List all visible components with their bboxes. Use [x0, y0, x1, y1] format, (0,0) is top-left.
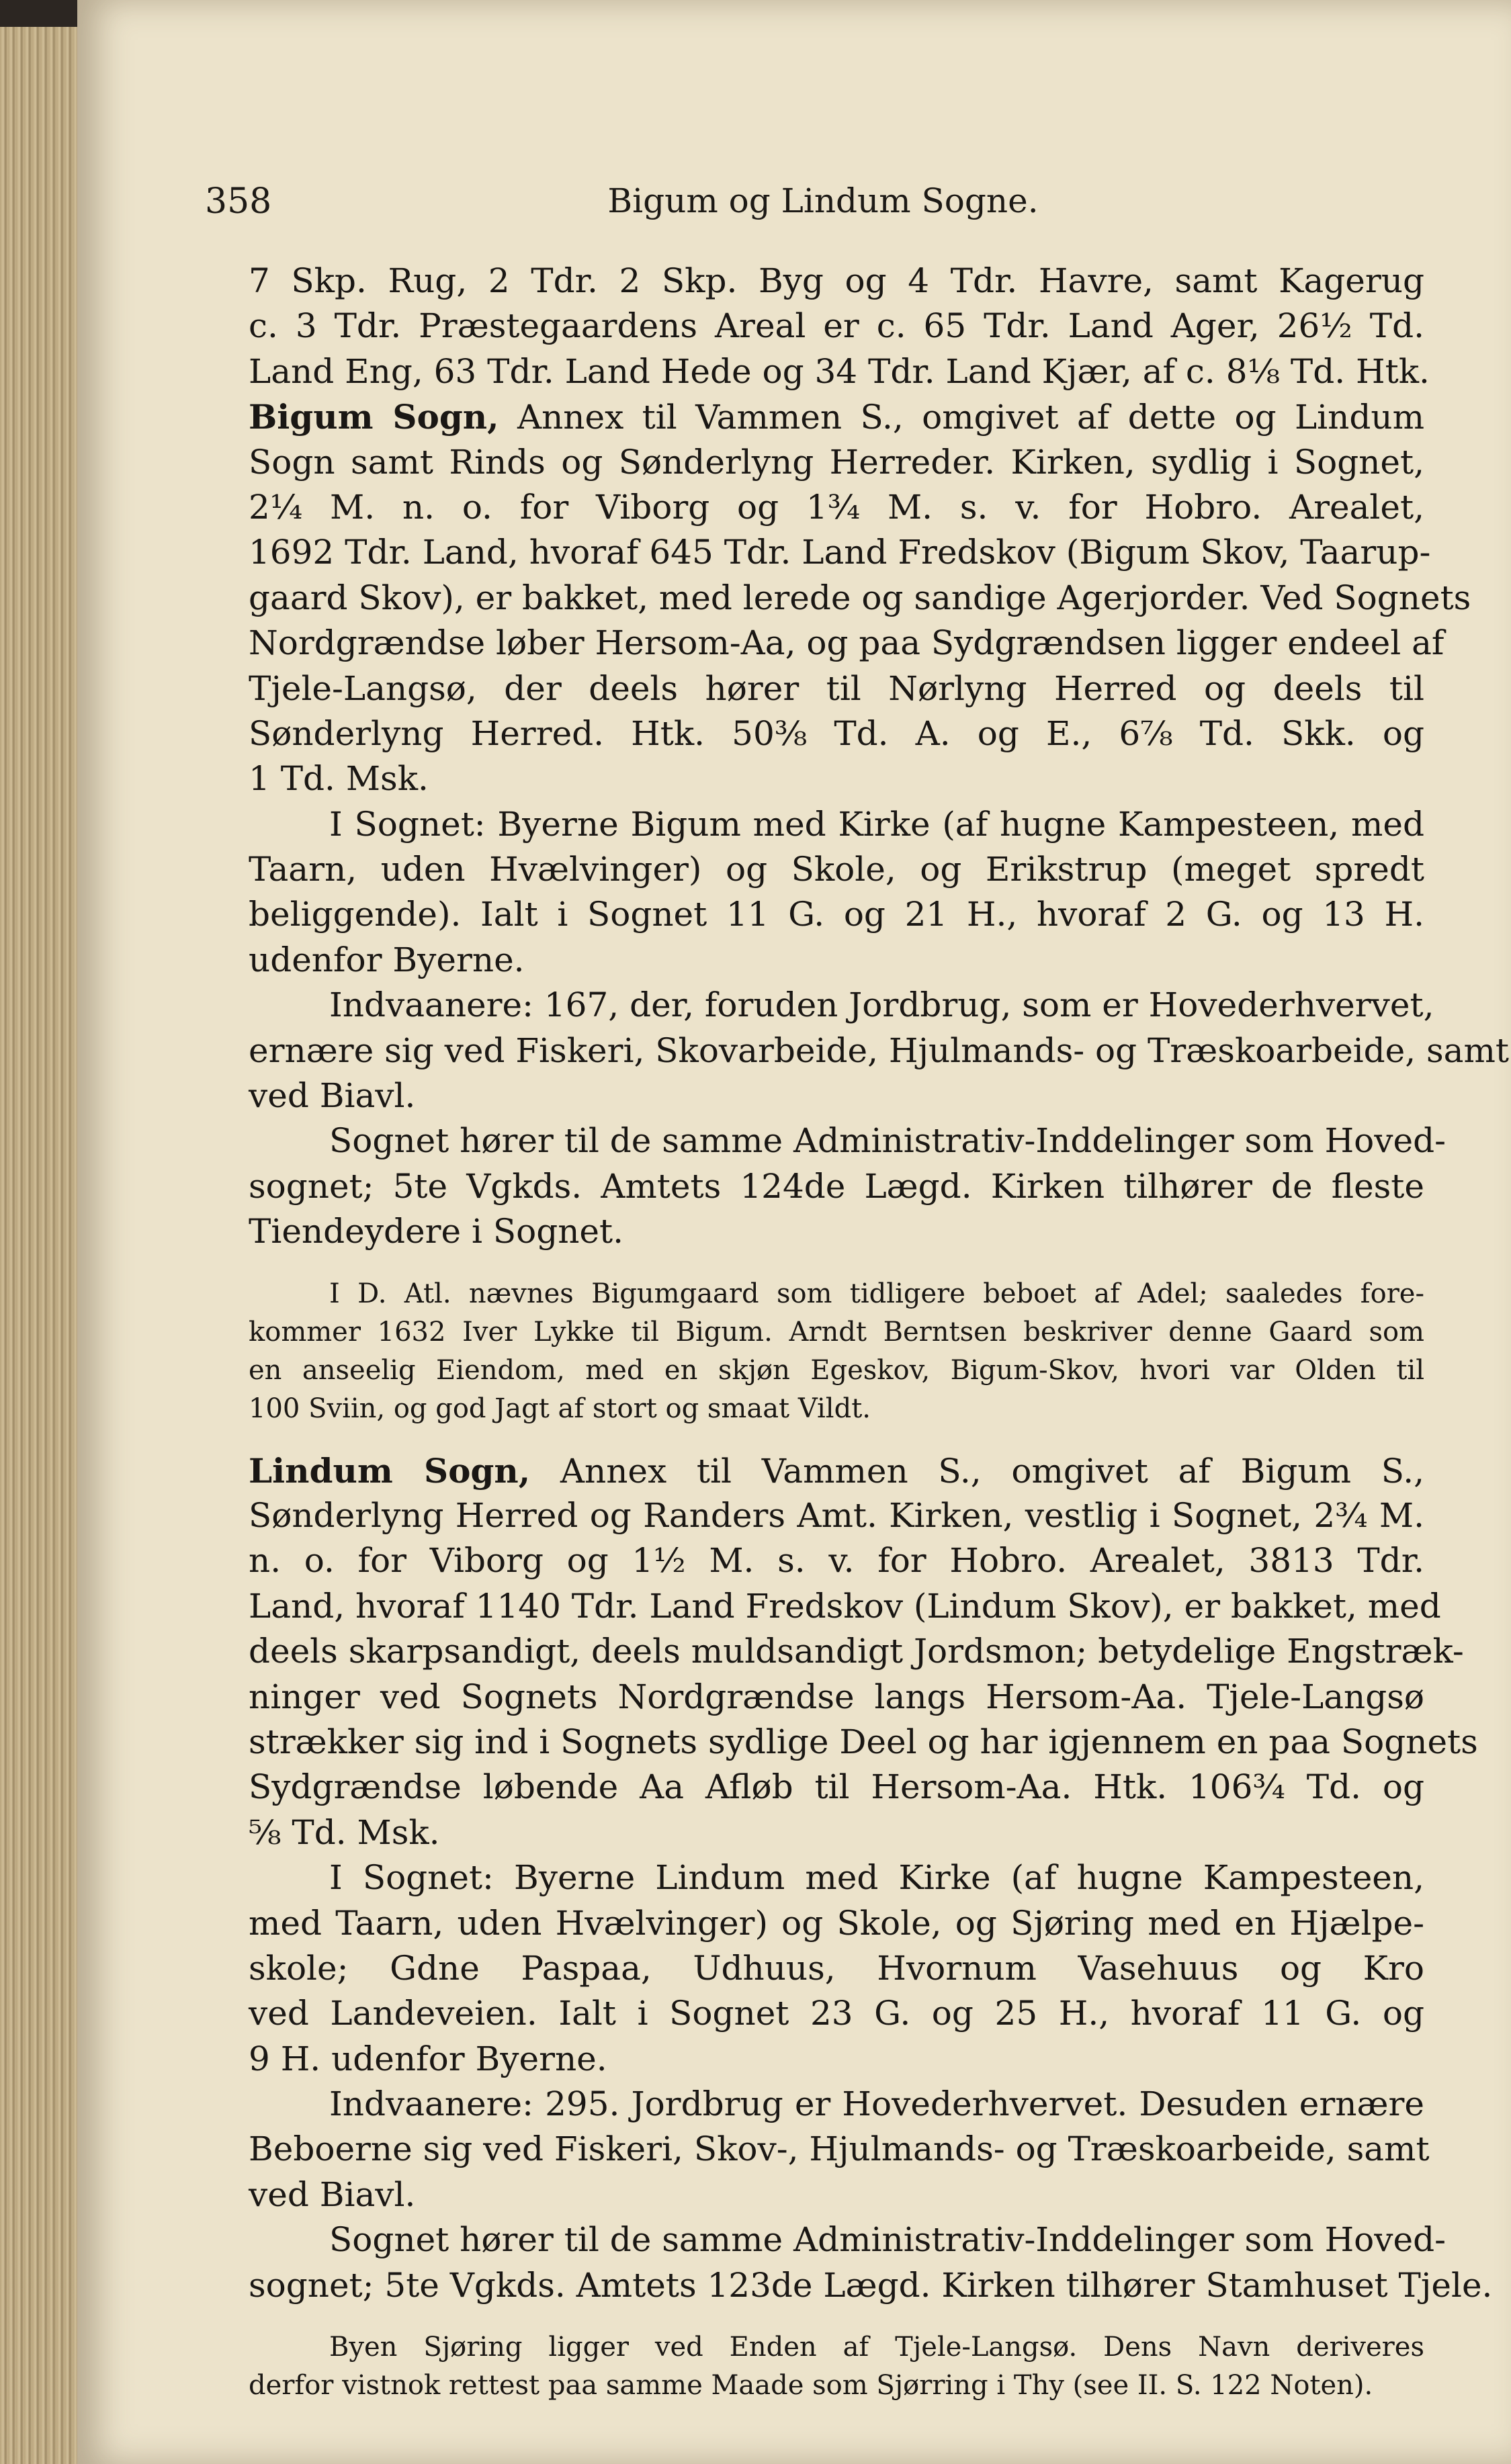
text-line: Sønderlyng Herred og Randers Amt. Kirken, vestlig i Sognet, 2¾ M. [249, 1495, 1424, 1535]
text-line: Tiendeydere i Sognet. [249, 1212, 623, 1251]
text-line: skole; Gdne Paspaa, Udhuus, Hvornum Vasehuus og Kro [249, 1948, 1424, 1988]
paragraph [249, 802, 1424, 983]
text-line: beliggende). Ialt i Sognet 11 G. og 21 H., hvoraf 2 G. og 13 H. [249, 895, 1424, 934]
text-line [249, 1448, 1424, 1493]
text-line: I Sognet: Byerne Bigum med Kirke (af hugne Kampesteen, med [329, 804, 1424, 844]
text-line: ninger ved Sognets Nordgrændse langs Hersom-Aa. Tjele-Langsø [249, 1677, 1424, 1716]
paragraph [249, 394, 1471, 802]
paragraph [249, 2217, 1493, 2308]
paragraph [249, 1118, 1447, 1254]
text-line: Tjele-Langsø, der deels hører til Nørlyng Herred og deels til [249, 668, 1424, 708]
line-text: Annex til Vammen S., omgivet af Bigum S., [530, 1451, 1424, 1491]
page-number: 358 [205, 181, 272, 222]
text-line: Indvaanere: 295. Jordbrug er Hovederhvervet. Desuden ernære [329, 2084, 1424, 2124]
text-line: kommer 1632 Iver Lykke til Bigum. Arndt Berntsen beskriver denne Gaard som [249, 1316, 1424, 1348]
body-text [249, 259, 1510, 2405]
text-line: Sydgrændse løbende Aa Afløb til Hersom-Aa. Htk. 106¾ Td. og [249, 1767, 1424, 1807]
text-line: Taarn, uden Hvælvinger) og Skole, og Erikstrup (meget spredt [249, 850, 1424, 889]
text-line: Land, hvoraf 1140 Tdr. Land Fredskov (Lindum Skov), er bakket, med [249, 1586, 1441, 1626]
text-line: strækker sig ind i Sognets sydlige Deel og har igjennem en paa Sognets [249, 1722, 1478, 1761]
text-line: I Sognet: Byerne Lindum med Kirke (af hugne Kampesteen, [329, 1858, 1424, 1898]
paragraph [249, 259, 1430, 394]
text-line: ⅝ Td. Msk. [249, 1812, 440, 1852]
running-title: Bigum og Lindum Sogne. [607, 181, 1039, 220]
spacer [249, 1428, 1424, 1448]
text-line: udenfor Byerne. [249, 940, 525, 979]
text-line: I D. Atl. nævnes Bigumgaard som tidligere beboet af Adel; saaledes fore- [329, 1278, 1424, 1309]
text-line: Sognet hører til de samme Administrativ-Inddelinger som Hoved- [329, 2220, 1447, 2260]
spacer [249, 2308, 1424, 2328]
text-line: 7 Skp. Rug, 2 Tdr. 2 Skp. Byg og 4 Tdr. Havre, samt Kagerug [249, 261, 1424, 300]
text-line: Byen Sjøring ligger ved Enden af Tjele-Langsø. Dens Navn deriveres [329, 2332, 1424, 2363]
text-line: 1 Td. Msk. [249, 759, 429, 799]
text-line: 2¼ M. n. o. for Viborg og 1¾ M. s. v. for Hobro. Arealet, [249, 487, 1424, 527]
text-line: ved Landeveien. Ialt i Sognet 23 G. og 25 H., hvoraf 11 G. og [249, 1994, 1424, 2033]
text-line: c. 3 Tdr. Præstegaardens Areal er c. 65 Tdr. Land Ager, 26½ Td. [249, 306, 1424, 346]
page-header [205, 181, 1441, 228]
paragraph [249, 1448, 1478, 1856]
text-line: derfor vistnok rettest paa samme Maade som Sjørring i Thy (see II. S. 122 Noten). [249, 2370, 1373, 2402]
text-line: 1692 Tdr. Land, hvoraf 645 Tdr. Land Fredskov (Bigum Skov, Taarup- [249, 533, 1431, 572]
paragraph [249, 1855, 1424, 2082]
text-line: sognet; 5te Vgkds. Amtets 124de Lægd. Kirken tilhører de fleste [249, 1166, 1424, 1206]
footnote-paragraph [249, 1275, 1424, 1428]
text-line: Nordgrændse løber Hersom-Aa, og paa Sydgrændsen ligger endeel af [249, 623, 1444, 663]
text-line: 100 Sviin, og god Jagt af stort og smaat Vildt. [249, 1393, 871, 1424]
entry-headword: Lindum Sogn, [249, 1450, 531, 1491]
spacer [249, 1255, 1424, 1275]
text-line: ernære sig ved Fiskeri, Skovarbeide, Hjulmands- og Træskoarbeide, samt [249, 1030, 1510, 1070]
line-text: Annex til Vammen S., omgivet af dette og Lindum [499, 398, 1424, 437]
text-line: Sognet hører til de samme Administrativ-Inddelinger som Hoved- [329, 1121, 1447, 1161]
text-line: Sogn samt Rinds og Sønderlyng Herreder. Kirken, sydlig i Sognet, [249, 442, 1424, 482]
text-line: 9 H. udenfor Byerne. [249, 2039, 607, 2078]
text-line: Indvaanere: 167, der, foruden Jordbrug, som er Hovederhvervet, [329, 985, 1434, 1025]
text-line: ved Biavl. [249, 1076, 416, 1116]
text-line: deels skarpsandigt, deels muldsandigt Jordsmon; betydelige Engstræk- [249, 1632, 1464, 1671]
text-line: n. o. for Viborg og 1½ M. s. v. for Hobro. Arealet, 3813 Tdr. [249, 1541, 1424, 1581]
paragraph [249, 2082, 1430, 2217]
text-line: Beboerne sig ved Fiskeri, Skov-, Hjulmands- og Træskoarbeide, samt [249, 2129, 1430, 2169]
text-line: ved Biavl. [249, 2174, 416, 2214]
text-line [249, 394, 1424, 439]
text-line: sognet; 5te Vgkds. Amtets 123de Lægd. Kirken tilhører Stamhuset Tjele. [249, 2265, 1493, 2305]
footnote-paragraph [249, 2328, 1424, 2405]
text-line: en anseelig Eiendom, med en skjøn Egeskov, Bigum-Skov, hvori var Olden til [249, 1354, 1424, 1386]
text-line: med Taarn, uden Hvælvinger) og Skole, og Sjøring med en Hjælpe- [249, 1903, 1424, 1943]
text-line: gaard Skov), er bakket, med lerede og sandige Agerjorder. Ved Sognets [249, 578, 1471, 617]
text-line: Sønderlyng Herred. Htk. 50⅜ Td. A. og E., 6⅞ Td. Skk. og [249, 713, 1424, 753]
text-line: Land Eng, 63 Tdr. Land Hede og 34 Tdr. Land Kjær, af c. 8⅛ Td. Htk. [249, 351, 1430, 391]
paragraph [249, 983, 1510, 1118]
entry-headword: Bigum Sogn, [249, 397, 499, 437]
